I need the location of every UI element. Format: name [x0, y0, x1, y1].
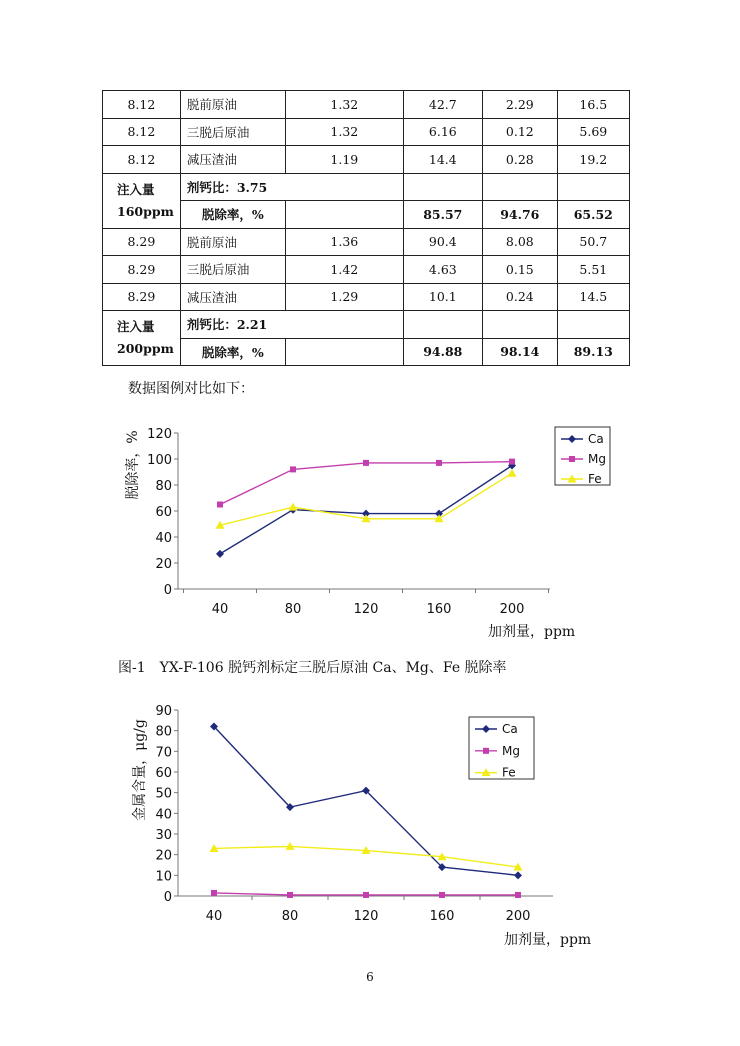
- legend-label-ca: Ca: [588, 432, 604, 446]
- y-tick-label: 50: [155, 786, 172, 802]
- removal-cell: 94.76: [482, 201, 557, 229]
- date-cell: 8.29: [103, 256, 181, 284]
- value-cell: 16.5: [557, 91, 629, 119]
- x-tick-label: 160: [426, 602, 452, 617]
- y-axis-label: 脱除率，%: [125, 430, 141, 500]
- x-tick-label: 40: [205, 909, 223, 924]
- removal-cell: 98.14: [482, 338, 557, 366]
- removal-cell: 94.88: [403, 338, 482, 366]
- sample-cell: 三脱后原油: [180, 256, 285, 284]
- value-cell: 1.32: [285, 118, 403, 146]
- y-tick-label: 30: [155, 828, 172, 843]
- removal-label-cell: 脱除率，%: [180, 201, 285, 229]
- x-axis-label: 加剂量，ppm: [504, 932, 592, 948]
- y-tick-label: 20: [155, 557, 172, 572]
- value-cell: 14.4: [403, 146, 482, 174]
- removal-cell: 65.52: [557, 201, 629, 229]
- y-axis-label: 金属含量，μg/g: [132, 719, 148, 821]
- sample-cell: 三脱后原油: [180, 118, 285, 146]
- inject-label: 注入量: [117, 319, 155, 334]
- data-point-mg: [509, 459, 515, 465]
- y-tick-label: 100: [147, 453, 172, 468]
- page-number: 6: [366, 970, 374, 984]
- value-cell: 19.2: [557, 146, 629, 174]
- data-point-mg: [515, 892, 521, 898]
- value-cell: 0.15: [482, 256, 557, 284]
- y-tick-label: 60: [155, 505, 172, 520]
- data-point-fe: [289, 503, 298, 511]
- value-cell: 1.32: [285, 91, 403, 119]
- y-tick-label: 70: [155, 745, 172, 761]
- y-tick-label: 80: [155, 724, 172, 740]
- y-tick-label: 10: [155, 869, 172, 885]
- inject-label: 注入量: [117, 181, 155, 197]
- data-point-mg: [363, 460, 369, 466]
- value-cell: 8.08: [482, 228, 557, 256]
- value-cell: 50.7: [557, 228, 629, 256]
- value-cell: 0.28: [482, 146, 557, 174]
- removal-label-cell: 脱除率，%: [180, 338, 285, 366]
- value-cell: 2.29: [482, 91, 557, 119]
- value-cell: 6.16: [403, 118, 482, 146]
- data-point-ca: [514, 871, 522, 879]
- ratio-cell: 剂钙比：3.75: [180, 173, 403, 201]
- y-tick-label: 120: [147, 427, 172, 442]
- legend-marker-mg: [569, 456, 575, 462]
- ratio-cell: 剂钙比：2.21: [180, 311, 403, 339]
- value-cell: 1.29: [285, 283, 403, 311]
- sample-cell: 脱前原油: [180, 228, 285, 256]
- value-cell: 1.42: [285, 256, 403, 284]
- data-point-mg: [287, 892, 293, 898]
- x-tick-label: 80: [284, 602, 302, 617]
- value-cell: 90.4: [403, 228, 482, 256]
- value-cell: 5.51: [557, 256, 629, 284]
- value-cell: 14.5: [557, 283, 629, 311]
- data-point-mg: [436, 460, 442, 466]
- y-tick-label: 40: [155, 807, 172, 823]
- sample-cell: 减压渣油: [180, 283, 285, 311]
- y-tick-label: 40: [155, 531, 172, 546]
- x-tick-label: 200: [505, 909, 531, 924]
- data-point-mg: [439, 892, 445, 898]
- legend-label-ca: Ca: [502, 722, 518, 736]
- value-cell: 1.36: [285, 228, 403, 256]
- intro-text: 数据图例对比如下：: [128, 381, 254, 397]
- date-cell: 8.29: [103, 283, 181, 311]
- x-tick-label: 160: [429, 909, 455, 924]
- data-point-ca: [216, 550, 224, 558]
- sample-cell: 脱前原油: [180, 91, 285, 119]
- removal-cell: 89.13: [557, 338, 629, 366]
- value-cell: 42.7: [403, 91, 482, 119]
- value-cell: 4.63: [403, 256, 482, 284]
- date-cell: 8.12: [103, 91, 181, 119]
- legend-marker-mg: [483, 748, 489, 754]
- data-point-mg: [211, 890, 217, 896]
- x-tick-label: 120: [353, 909, 379, 924]
- legend-label-fe: Fe: [502, 765, 516, 780]
- value-cell: 0.24: [482, 283, 557, 311]
- date-cell: 8.12: [103, 118, 181, 146]
- legend-label-mg: Mg: [588, 452, 606, 466]
- x-tick-label: 80: [281, 909, 299, 924]
- inject-value: 200ppm: [117, 341, 174, 356]
- legend-label-fe: Fe: [588, 472, 602, 486]
- data-point-mg: [363, 892, 369, 898]
- x-tick-label: 200: [499, 602, 525, 617]
- value-cell: 0.12: [482, 118, 557, 146]
- x-tick-label: 40: [211, 602, 229, 617]
- value-cell: 1.19: [285, 146, 403, 174]
- y-tick-label: 0: [163, 890, 172, 905]
- data-point-fe: [508, 469, 517, 477]
- inject-value: 160ppm: [117, 203, 174, 219]
- date-cell: 8.29: [103, 228, 181, 256]
- x-tick-label: 120: [353, 602, 379, 617]
- y-tick-label: 20: [155, 848, 172, 864]
- value-cell: 5.69: [557, 118, 629, 146]
- removal-cell: 85.57: [403, 201, 482, 229]
- date-cell: 8.12: [103, 146, 181, 174]
- value-cell: 10.1: [403, 283, 482, 311]
- figure-caption: 图-1 YX-F-106 脱钙剂标定三脱后原油 Ca、Mg、Fe 脱除率: [118, 660, 507, 676]
- x-axis-label: 加剂量，ppm: [488, 624, 576, 640]
- y-tick-label: 60: [155, 766, 172, 781]
- y-tick-label: 80: [155, 479, 172, 494]
- sample-cell: 减压渣油: [180, 146, 285, 174]
- data-point-mg: [290, 466, 296, 472]
- data-point-mg: [217, 502, 223, 508]
- series-line-mg: [220, 462, 512, 505]
- y-tick-label: 0: [163, 583, 172, 598]
- legend-label-mg: Mg: [502, 743, 520, 758]
- y-tick-label: 90: [155, 704, 172, 719]
